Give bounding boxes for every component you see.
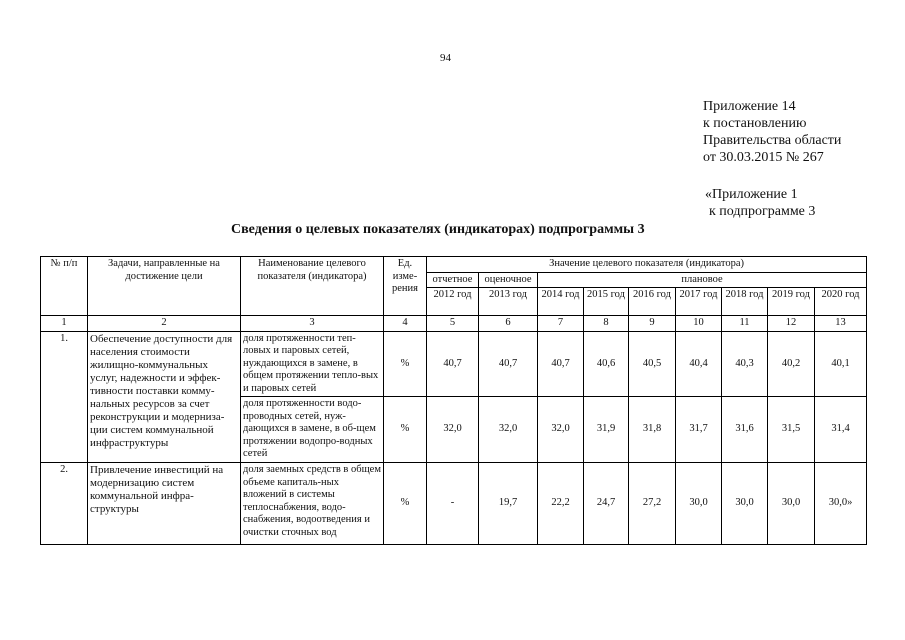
- appendix-line: Приложение 14: [703, 99, 796, 114]
- row-num: 1.: [41, 331, 88, 463]
- indicator-value: 31,4: [815, 397, 867, 463]
- header-year: 2020 год: [815, 288, 867, 316]
- column-number: 11: [722, 316, 768, 332]
- indicator-value: 30,0»: [815, 463, 867, 545]
- column-number: 7: [538, 316, 584, 332]
- indicator-value: 40,7: [538, 331, 584, 397]
- indicator-value: 40,7: [479, 331, 538, 397]
- indicator-value: 31,8: [629, 397, 676, 463]
- column-number: 2: [88, 316, 241, 332]
- indicator-value: 31,6: [722, 397, 768, 463]
- header-task: Задачи, направленные на достижение цели: [88, 257, 241, 316]
- appendix-line: от 30.03.2015 № 267: [703, 150, 824, 165]
- header-value: Значение целевого показателя (индикатора): [427, 257, 867, 273]
- header-year: 2015 год: [584, 288, 629, 316]
- indicator-value: 31,7: [676, 397, 722, 463]
- indicator-value: 32,0: [538, 397, 584, 463]
- header-year: 2019 год: [768, 288, 815, 316]
- indicator-value: 30,0: [722, 463, 768, 545]
- indicators-table: [40, 256, 867, 545]
- column-number: 10: [676, 316, 722, 332]
- indicator-unit: %: [384, 331, 427, 397]
- indicator-unit: %: [384, 463, 427, 545]
- header-unit: Ед. изме-рения: [384, 257, 427, 316]
- column-number: 12: [768, 316, 815, 332]
- indicator-value: 31,5: [768, 397, 815, 463]
- indicator-value: 30,0: [676, 463, 722, 545]
- indicator-name: доля протяженности водо-проводных сетей, нуж-дающихся в замене, в об-щем протяжении водопро-водных сетей: [241, 397, 384, 463]
- indicator-value: 22,2: [538, 463, 584, 545]
- header-num: № п/п: [41, 257, 88, 316]
- column-number: 6: [479, 316, 538, 332]
- row-num: 2.: [41, 463, 88, 545]
- appendix-sub-line: «Приложение 1: [705, 187, 798, 202]
- column-number: 13: [815, 316, 867, 332]
- indicator-unit: %: [384, 397, 427, 463]
- column-number: 5: [427, 316, 479, 332]
- indicator-value: 40,6: [584, 331, 629, 397]
- indicator-value: 40,4: [676, 331, 722, 397]
- appendix-sub-block: [705, 186, 815, 220]
- indicator-name: доля заемных средств в общем объеме капиталь-ных вложений в системы теплоснабжения, водо-снабжения, водоотведения и очистки сточных вод: [241, 463, 384, 545]
- row-task: Обеспечение доступности для населения стоимости жилищно-коммунальных услуг, надежности и эффек-тивности поставки комму-нальных ресурсов за счет реконструкции и модерниза-ции систем коммунальной инфраструктуры: [88, 331, 241, 463]
- indicator-value: 40,1: [815, 331, 867, 397]
- appendix-line: Правительства области: [703, 133, 842, 148]
- row-task: Привлечение инвестиций на модернизацию систем коммунальной инфра-структуры: [88, 463, 241, 545]
- indicator-value: 32,0: [479, 397, 538, 463]
- indicator-value: 27,2: [629, 463, 676, 545]
- indicator-value: 40,3: [722, 331, 768, 397]
- column-number: 8: [584, 316, 629, 332]
- header-estimated: оценочное: [479, 272, 538, 288]
- indicator-value: 30,0: [768, 463, 815, 545]
- indicator-value: 24,7: [584, 463, 629, 545]
- indicator-name: доля протяженности теп-ловых и паровых сетей, нуждающихся в замене, в общем протяжении тепло-вых и паровых сетей: [241, 331, 384, 397]
- header-reported: отчетное: [427, 272, 479, 288]
- indicator-value: 32,0: [427, 397, 479, 463]
- indicator-value: 40,2: [768, 331, 815, 397]
- header-year: 2018 год: [722, 288, 768, 316]
- column-number: 3: [241, 316, 384, 332]
- page-number: 94: [440, 52, 451, 64]
- indicator-value: 19,7: [479, 463, 538, 545]
- header-indicator-name: Наименование целевого показателя (индикатора): [241, 257, 384, 316]
- column-number: 9: [629, 316, 676, 332]
- header-year: 2017 год: [676, 288, 722, 316]
- appendix-sub-line: к подпрограмме 3: [709, 204, 816, 219]
- header-year: 2016 год: [629, 288, 676, 316]
- column-number: 4: [384, 316, 427, 332]
- indicator-value: -: [427, 463, 479, 545]
- header-planned: плановое: [538, 272, 867, 288]
- appendix-line: к постановлению: [703, 116, 807, 131]
- appendix-block: [703, 98, 841, 166]
- column-number: 1: [41, 316, 88, 332]
- header-year: 2012 год: [427, 288, 479, 316]
- document-title: Сведения о целевых показателях (индикаторах) подпрограммы 3: [231, 222, 645, 237]
- indicator-value: 40,7: [427, 331, 479, 397]
- header-year: 2014 год: [538, 288, 584, 316]
- indicator-value: 40,5: [629, 331, 676, 397]
- indicator-value: 31,9: [584, 397, 629, 463]
- header-year: 2013 год: [479, 288, 538, 316]
